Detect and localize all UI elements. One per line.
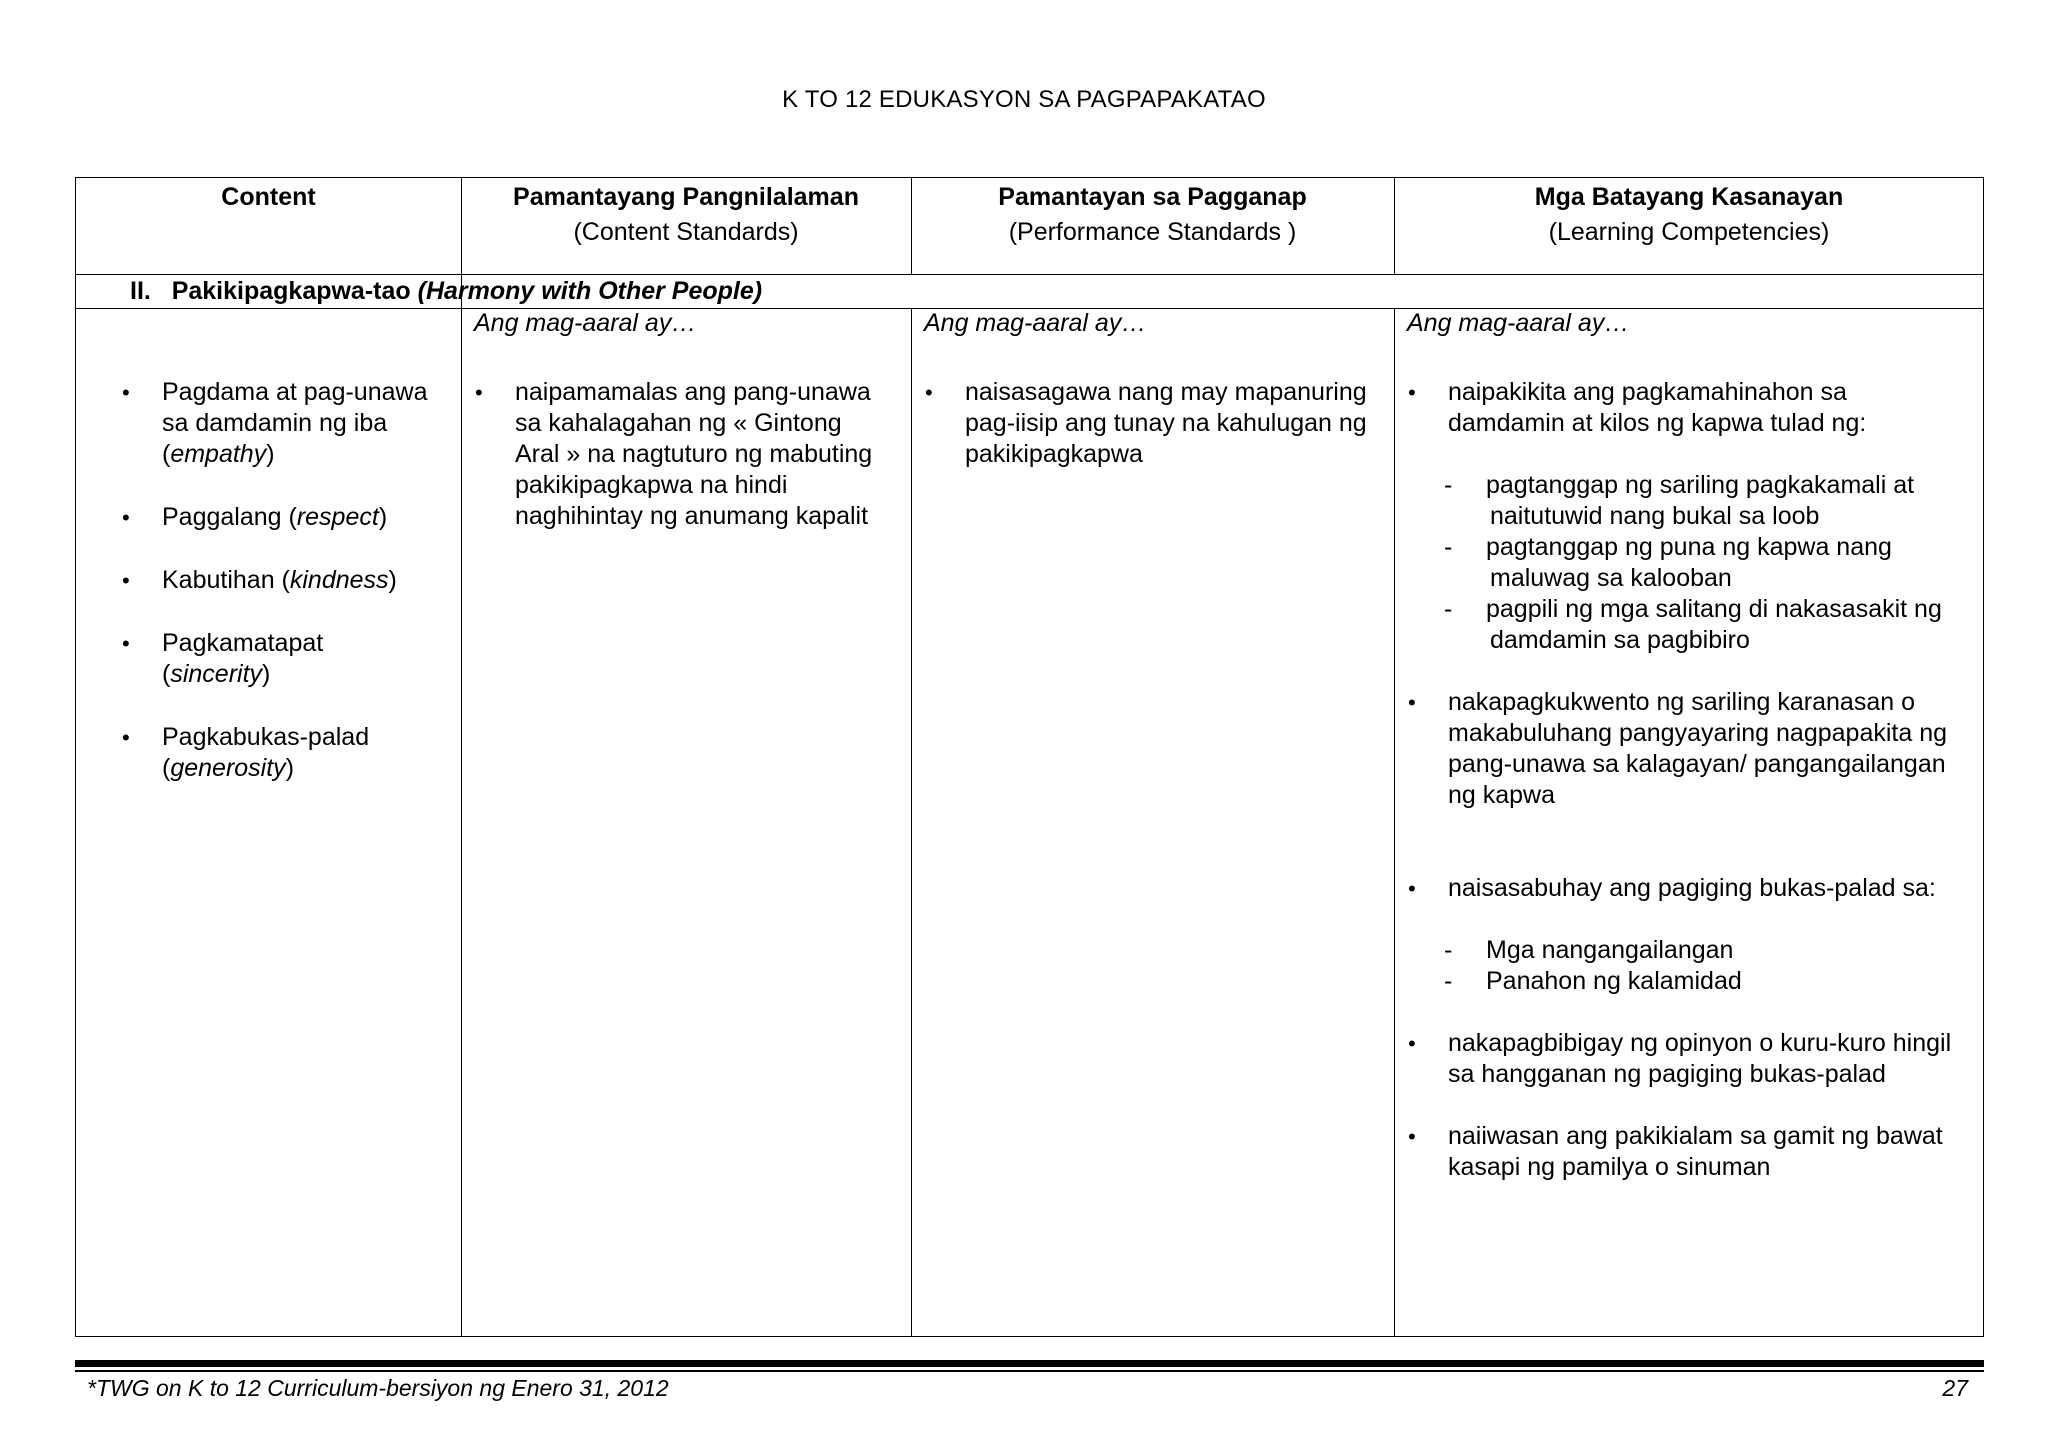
sub-list-item: - Panahon ng kalamidad xyxy=(1444,967,1742,995)
section-heading xyxy=(130,274,762,308)
sub-list-item: - pagtanggap ng sariling pagkakamali at naitutuwid nang bukal sa loob xyxy=(1444,471,1915,530)
list-item: • Kabutihan (kindness) xyxy=(116,565,436,596)
learning-competencies-cell xyxy=(1394,308,1984,1336)
list-item: • naisasabuhay ang pagiging bukas-palad sa: - Mga nangangailangan - Panahon ng kalamidad xyxy=(1402,873,1962,997)
list-item: • nakapagbibigay ng opinyon o kuru-kuro hingil sa hangganan ng pagiging bukas-palad xyxy=(1402,1028,1962,1090)
sub-list xyxy=(1444,470,1962,656)
sub-list-item: - Mga nangangailangan xyxy=(1444,936,1734,964)
header-content-title: Content xyxy=(221,183,316,211)
sub-list-item: - pagtanggap ng puna ng kapwa nang maluwag sa kalooban xyxy=(1444,533,1892,592)
intro-text: Ang mag-aaral ay… xyxy=(924,309,1147,337)
footer-note: *TWG on K to 12 Curriculum-bersiyon ng Enero 31, 2012 xyxy=(87,1375,669,1401)
header-subtitle: (Learning Competencies) xyxy=(1548,218,1830,246)
footer-rule xyxy=(75,1360,1984,1367)
list-item: • Pagdama at pag-unawa sa damdamin ng iba (empathy) xyxy=(116,377,436,470)
header-content-standards xyxy=(461,178,911,274)
list-item: • Pagkamatapat (sincerity) xyxy=(116,628,342,690)
list-item: • naipamamalas ang pang-unawa sa kahalagahan ng « Gintong Aral » na nagtuturo ng mabuting pakikipagkapwa na hindi naghihintay ng anumang kapalit xyxy=(469,377,879,532)
content-cell xyxy=(76,308,461,1336)
list-item: • Paggalang (respect) xyxy=(116,502,436,533)
intro-text: Ang mag-aaral ay… xyxy=(474,309,697,337)
list-item: • naipakikita ang pagkamahinahon sa damdamin at kilos ng kapwa tulad ng: - pagtanggap ng sariling pagkakamali at naitutuwid nang bukal sa loob - pagtanggap ng puna ng kapwa nang maluwag sa kalooban - pagpili ng mga salitang di nakasasakit ng damdamin sa pagbibiro xyxy=(1402,377,1962,656)
header-learning-competencies xyxy=(1394,178,1984,274)
intro-text: Ang mag-aaral ay… xyxy=(1407,309,1630,337)
performance-standards-list xyxy=(919,377,1379,470)
curriculum-table xyxy=(75,177,1984,1337)
header-title: Mga Batayang Kasanayan xyxy=(1534,183,1844,211)
content-list xyxy=(116,377,436,784)
header-content xyxy=(76,178,461,274)
list-item: • naisasagawa nang may mapanuring pag-iisip ang tunay na kahulugan ng pakikipagkapwa xyxy=(919,377,1379,470)
header-title: Pamantayan sa Pagganap xyxy=(998,183,1307,211)
section-title: Pakikipagkapwa-tao xyxy=(171,277,411,305)
document-title: K TO 12 EDUKASYON SA PAGPAPAKATAO xyxy=(782,86,1266,113)
performance-standards-cell xyxy=(911,308,1394,1336)
section-english: (Harmony with Other People) xyxy=(417,277,763,305)
content-standards-cell xyxy=(461,308,911,1336)
page-number: 27 xyxy=(1942,1375,1968,1401)
competencies-list xyxy=(1402,377,1962,1183)
list-item: • nakapagkukwento ng sariling karanasan o makabuluhang pangyayaring nagpapakita ng pang-unawa sa kalagayan/ pangangailangan ng kapwa xyxy=(1402,687,1962,811)
content-standards-list xyxy=(469,377,879,532)
header-performance-standards xyxy=(911,178,1394,274)
section-number: II. xyxy=(130,277,151,305)
sub-list xyxy=(1444,935,1962,997)
list-item: • Pagkabukas-palad (generosity) xyxy=(116,722,392,784)
sub-list-item: - pagpili ng mga salitang di nakasasakit ng damdamin sa pagbibiro xyxy=(1444,595,1942,654)
header-subtitle: (Performance Standards ) xyxy=(1008,218,1297,246)
footer-rule xyxy=(75,1370,1984,1372)
header-subtitle: (Content Standards) xyxy=(573,218,799,246)
list-item: • naiiwasan ang pakikialam sa gamit ng bawat kasapi ng pamilya o sinuman xyxy=(1402,1121,1962,1183)
header-title: Pamantayang Pangnilalaman xyxy=(513,183,859,211)
